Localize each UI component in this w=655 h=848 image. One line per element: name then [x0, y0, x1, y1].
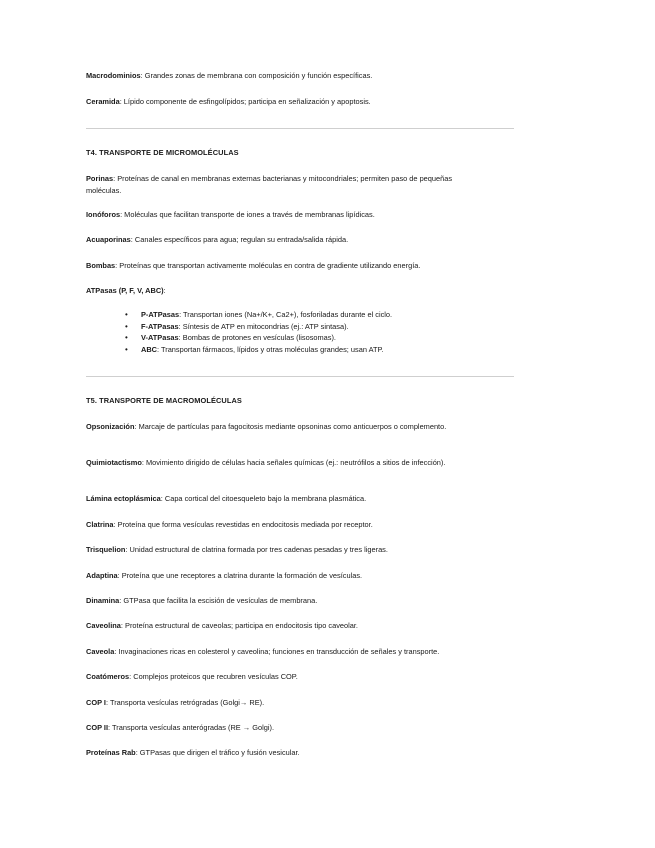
list-item — [141, 332, 392, 344]
def-text: : Proteínas de canal en membranas externas bacterianas y mitocondriales; permiten paso de pequeñas moléculas. — [86, 174, 453, 195]
def-text: : Lípido componente de esfingolípidos; participa en señalización y apoptosis. — [119, 97, 371, 106]
def-proteinas-rab — [86, 747, 300, 759]
def-text: : Proteína que forma vesículas revestidas en endocitosis mediada por receptor. — [113, 520, 373, 529]
def-coatomeros — [86, 671, 298, 683]
def-text: : GTPasa que facilita la escisión de vesículas de membrana. — [119, 596, 318, 605]
def-term: COP I — [86, 698, 106, 707]
def-text: : Marcaje de partículas para fagocitosis mediante opsoninas como anticuerpos o complemento. — [134, 422, 447, 431]
def-text: : Movimiento dirigido de células hacia señales químicas (ej.: neutrófilos a sitios de infección). — [141, 458, 446, 467]
def-trisquelion — [86, 544, 388, 556]
def-cop-i — [86, 697, 264, 709]
section-divider — [86, 128, 514, 129]
list-item — [141, 309, 392, 321]
list-item — [141, 344, 392, 356]
def-term: Caveolina — [86, 621, 121, 630]
def-text: : Transportan iones (Na+/K+, Ca2+), fosforiladas durante el ciclo. — [179, 310, 393, 319]
section-divider — [86, 376, 514, 377]
def-text: : Canales específicos para agua; regulan su entrada/salida rápida. — [130, 235, 349, 244]
def-ceramida — [86, 96, 371, 108]
def-term: Proteínas Rab — [86, 748, 136, 757]
def-term: Bombas — [86, 261, 116, 270]
def-acuaporinas — [86, 234, 348, 246]
def-text: : Invaginaciones ricas en colesterol y caveolina; funciones en transducción de señales y transporte. — [114, 647, 440, 656]
def-term: Trisquelion — [86, 545, 126, 554]
def-text: : Grandes zonas de membrana con composición y función específicas. — [140, 71, 373, 80]
def-term: Caveola — [86, 647, 115, 656]
def-quimiotactismo — [86, 457, 491, 469]
def-bombas — [86, 260, 526, 272]
def-text: : Moléculas que facilitan transporte de iones a través de membranas lipídicas. — [120, 210, 375, 219]
def-term: COP II — [86, 723, 109, 732]
def-term: Coatómeros — [86, 672, 130, 681]
def-term: Ceramida — [86, 97, 120, 106]
def-ionoforos — [86, 209, 375, 221]
def-term: Dinamina — [86, 596, 120, 605]
def-caveolina — [86, 620, 358, 632]
def-term: Ionóforos — [86, 210, 121, 219]
def-text: : Complejos proteicos que recubren vesículas COP. — [129, 672, 298, 681]
def-term: Acuaporinas — [86, 235, 131, 244]
def-text: : Síntesis de ATP en mitocondrias (ej.: ATP sintasa). — [178, 321, 349, 331]
def-cop-ii — [86, 722, 274, 734]
def-text: : Proteína estructural de caveolas; participa en endocitosis tipo caveolar. — [120, 621, 358, 630]
def-clatrina — [86, 519, 373, 531]
section-heading-t4: T4. TRANSPORTE DE MICROMOLÉCULAS — [86, 148, 239, 157]
def-dinamina — [86, 595, 317, 607]
def-term: P-ATPasas — [141, 310, 180, 319]
list-item — [141, 321, 392, 333]
def-text: : Proteínas que transportan activamente moléculas en contra de gradiente utilizando energía. — [115, 261, 421, 270]
def-text: : GTPasas que dirigen el tráfico y fusión vesicular. — [135, 748, 300, 757]
def-lamina-ectoplasmica — [86, 493, 366, 505]
def-term: Porinas — [86, 174, 114, 183]
def-caveola — [86, 646, 526, 658]
def-term: Clatrina — [86, 520, 114, 529]
def-adaptina — [86, 570, 362, 582]
def-atpasas — [86, 285, 166, 297]
def-term: ABC — [141, 344, 158, 354]
def-term: Opsonización — [86, 422, 135, 431]
def-text: : Transporta vesículas retrógradas (Golgi→ RE). — [106, 698, 265, 707]
def-text: : Bombas de protones en vesículas (lisosomas). — [178, 333, 336, 342]
def-text: : Transportan fármacos, lípidos y otras moléculas grandes; usan ATP. — [157, 344, 384, 354]
def-term: V-ATPasas — [141, 333, 179, 342]
def-term: F-ATPasas — [141, 321, 179, 331]
def-term: ATPasas (P, F, V, ABC) — [86, 286, 164, 295]
def-term: Quimiotactismo — [86, 458, 142, 467]
def-text: : Capa cortical del citoesqueleto bajo la membrana plasmática. — [160, 494, 367, 503]
def-term: Macrodominios — [86, 71, 141, 80]
def-text: : Unidad estructural de clatrina formada por tres cadenas pesadas y tres ligeras. — [125, 545, 388, 554]
def-macrodominios — [86, 70, 372, 82]
def-text: : — [163, 286, 166, 295]
atpasas-list — [86, 309, 392, 355]
def-porinas — [86, 173, 486, 196]
section-heading-t5: T5. TRANSPORTE DE MACROMOLÉCULAS — [86, 396, 242, 405]
def-text: : Transporta vesículas anterógradas (RE → Golgi). — [108, 723, 274, 732]
def-term: Adaptina — [86, 571, 118, 580]
def-text: : Proteína que une receptores a clatrina durante la formación de vesículas. — [117, 571, 363, 580]
def-opsonizacion — [86, 421, 461, 433]
def-term: Lámina ectoplásmica — [86, 494, 161, 503]
